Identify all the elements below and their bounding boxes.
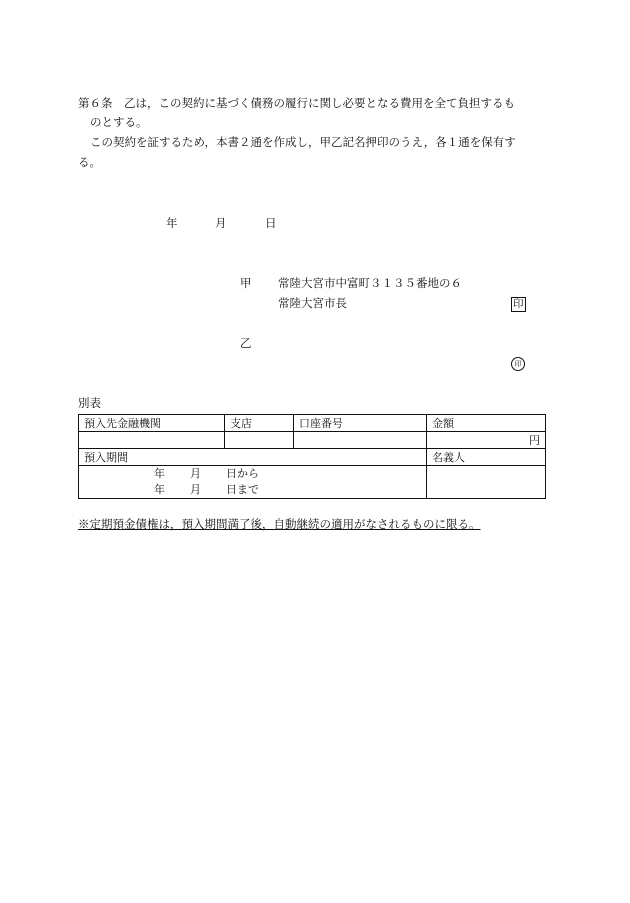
- footnote: ※定期預金債権は，預入期間満了後，自動継続の適用がなされるものに限る。: [78, 517, 481, 531]
- from-year: 年: [154, 467, 165, 480]
- header-amount: 金額: [427, 415, 546, 432]
- holder-cell: [427, 466, 546, 499]
- witness-line-2: る。: [78, 155, 101, 169]
- to-suffix: 日まで: [226, 483, 259, 496]
- period-to: [84, 482, 421, 498]
- cell-branch: [225, 432, 294, 449]
- table-period-row: [79, 466, 546, 499]
- period-from: [84, 466, 421, 482]
- holder-label: 名義人: [427, 449, 546, 466]
- cell-account: [294, 432, 427, 449]
- seal-box-icon: 印: [513, 298, 524, 310]
- header-branch: 支店: [225, 415, 294, 432]
- date-day: 日: [265, 216, 277, 230]
- party-a-seal: [511, 297, 526, 312]
- period-cell: [79, 466, 427, 499]
- seal-circle-icon: 印: [511, 357, 525, 371]
- header-bank: 預入先金融機関: [79, 415, 225, 432]
- party-a-label: 甲: [240, 276, 252, 290]
- from-suffix: 日から: [226, 467, 259, 480]
- table-header-row: [79, 415, 546, 432]
- schedule-table: [78, 414, 546, 499]
- table-period-header-row: [79, 449, 546, 466]
- date-month: 月: [215, 216, 227, 230]
- to-year: 年: [154, 483, 165, 496]
- cell-bank: [79, 432, 225, 449]
- article-6-line-2: のとする。: [90, 115, 148, 129]
- table-value-row: [79, 432, 546, 449]
- party-a-address: 常陸大宮市中富町３１３５番地の６: [278, 276, 462, 290]
- header-account: 口座番号: [294, 415, 427, 432]
- cell-amount: 円: [427, 432, 546, 449]
- date-year: 年: [166, 216, 178, 230]
- party-b-seal: [511, 357, 525, 371]
- party-b-label: 乙: [240, 336, 252, 350]
- schedule-title: 別表: [78, 396, 101, 410]
- witness-line-1: この契約を証するため，本書２通を作成し，甲乙記名押印のうえ，各１通を保有す: [90, 135, 516, 149]
- from-month: 月: [190, 467, 201, 480]
- party-a-name: 常陸大宮市長: [278, 296, 347, 310]
- to-month: 月: [190, 483, 201, 496]
- article-6-line-1: 第６条 乙は，この契約に基づく債務の履行に関し必要となる費用を全て負担するも: [78, 96, 515, 110]
- period-label: 預入期間: [79, 449, 427, 466]
